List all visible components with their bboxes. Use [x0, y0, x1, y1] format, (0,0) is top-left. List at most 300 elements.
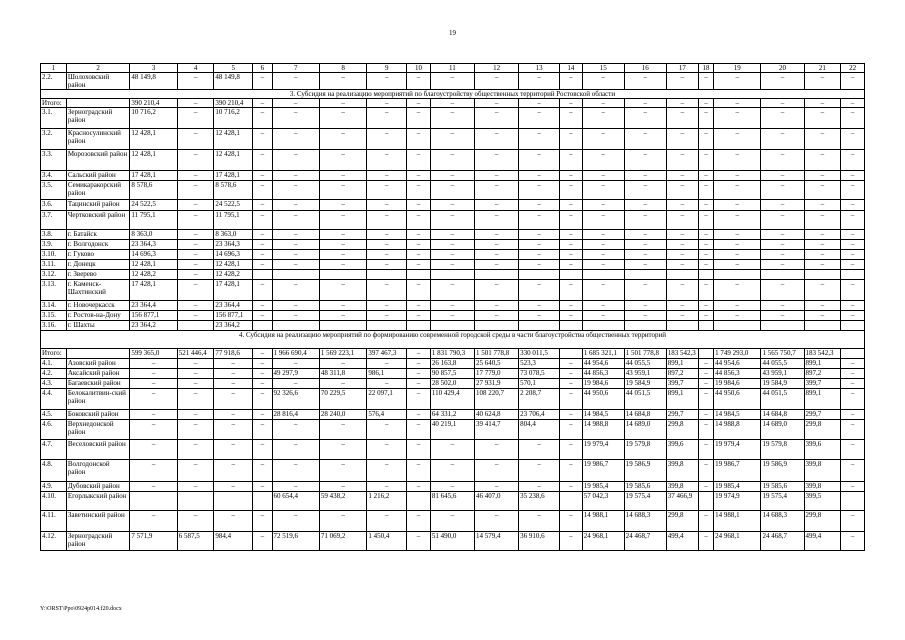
value-cell: – [367, 379, 407, 389]
value-cell: – [666, 260, 698, 270]
value-cell: – [666, 301, 698, 311]
value-cell: – [177, 181, 214, 200]
value-cell: 73 078,5 [519, 369, 560, 379]
value-cell: – [841, 181, 865, 200]
value-cell: 499,4 [804, 532, 841, 551]
value-cell: – [841, 108, 865, 129]
value-cell: – [475, 129, 519, 150]
value-cell: – [519, 260, 560, 270]
value-cell: – [804, 108, 841, 129]
value-cell: – [475, 280, 519, 301]
value-cell [699, 492, 714, 511]
value-cell: – [407, 108, 431, 129]
value-cell: – [699, 280, 714, 301]
row-number: 4.3. [41, 379, 67, 389]
value-cell: 156 877,1 [130, 311, 177, 321]
header-cell: 9 [367, 64, 407, 73]
value-cell: – [699, 240, 714, 250]
page-number: 19 [449, 29, 456, 37]
value-cell: 19 575,4 [761, 492, 804, 511]
value-cell: – [319, 250, 366, 260]
row-number: 4.4. [41, 389, 67, 410]
row-number: 3.1. [41, 108, 67, 129]
value-cell: 44 051,5 [624, 389, 666, 410]
value-cell: – [319, 482, 366, 492]
value-cell: – [841, 311, 865, 321]
value-cell: – [761, 129, 804, 150]
value-cell: 44 856,3 [714, 369, 761, 379]
value-cell: 51 490,0 [430, 532, 474, 551]
value-cell: 44 950,6 [582, 389, 624, 410]
value-cell: – [804, 129, 841, 150]
value-cell: – [130, 511, 177, 532]
value-cell: – [624, 108, 666, 129]
table-row [41, 349, 865, 359]
value-cell: 14 988,8 [714, 420, 761, 440]
value-cell: – [367, 99, 407, 108]
value-cell: 8 578,6 [130, 181, 177, 200]
municipality-name: Сальский район [66, 171, 130, 181]
municipality-name: Белокалитвин-ский район [66, 389, 130, 410]
value-cell: 19 585,6 [624, 482, 666, 492]
value-cell: – [582, 311, 624, 321]
value-cell: – [319, 460, 366, 482]
value-cell: – [272, 250, 319, 260]
row-number: 3.7. [41, 211, 67, 230]
value-cell: – [804, 200, 841, 211]
table-row [41, 99, 865, 108]
value-cell [841, 321, 865, 331]
value-cell: 23 364,3 [130, 240, 177, 250]
value-cell: – [699, 532, 714, 551]
header-cell: 10 [407, 64, 431, 73]
value-cell: – [319, 230, 366, 240]
value-cell: – [804, 171, 841, 181]
value-cell: – [841, 280, 865, 301]
value-cell: – [430, 440, 474, 460]
value-cell: 28 240,0 [319, 410, 366, 420]
value-cell: – [714, 301, 761, 311]
value-cell [761, 270, 804, 280]
value-cell: – [582, 171, 624, 181]
value-cell [253, 270, 272, 280]
value-cell: – [582, 240, 624, 250]
value-cell: – [714, 129, 761, 150]
value-cell: – [582, 280, 624, 301]
value-cell: – [272, 99, 319, 108]
table-row [41, 171, 865, 181]
value-cell: 299,7 [804, 410, 841, 420]
value-cell: – [177, 379, 214, 389]
value-cell: 899,1 [804, 359, 841, 369]
value-cell: – [699, 108, 714, 129]
value-cell: – [475, 108, 519, 129]
value-cell: 24 468,7 [624, 532, 666, 551]
value-cell: – [714, 311, 761, 321]
value-cell: – [475, 482, 519, 492]
value-cell: – [407, 301, 431, 311]
value-cell: 25 640,5 [475, 359, 519, 369]
value-cell: – [761, 240, 804, 250]
value-cell: 12 428,1 [214, 150, 253, 171]
value-cell: – [560, 280, 583, 301]
value-cell: – [841, 200, 865, 211]
value-cell: 23 364,3 [214, 240, 253, 250]
value-cell: – [519, 230, 560, 240]
header-cell: 3 [130, 64, 177, 73]
value-cell: 399,8 [804, 460, 841, 482]
municipality-name: Семикаракорский район [66, 181, 130, 200]
value-cell: – [319, 129, 366, 150]
value-cell: – [624, 250, 666, 260]
table-row [41, 200, 865, 211]
value-cell: – [253, 280, 272, 301]
value-cell: – [582, 200, 624, 211]
value-cell: – [714, 260, 761, 270]
value-cell: – [177, 301, 214, 311]
value-cell: 19 575,4 [624, 492, 666, 511]
value-cell: 28 502,0 [430, 379, 474, 389]
value-cell: – [407, 230, 431, 240]
value-cell: 399,8 [666, 482, 698, 492]
value-cell: – [841, 230, 865, 240]
value-cell: 399,6 [804, 440, 841, 460]
section-heading-row [41, 331, 865, 349]
value-cell: – [475, 181, 519, 200]
value-cell: 17 428,1 [130, 171, 177, 181]
value-cell: 22 097,1 [367, 389, 407, 410]
value-cell: – [519, 181, 560, 200]
value-cell: – [475, 260, 519, 270]
value-cell: – [319, 359, 366, 369]
row-number: 3.3. [41, 150, 67, 171]
value-cell: – [430, 301, 474, 311]
value-cell: – [761, 200, 804, 211]
value-cell [475, 270, 519, 280]
value-cell: – [699, 410, 714, 420]
value-cell: 19 979,4 [582, 440, 624, 460]
table-row [41, 260, 865, 270]
value-cell: – [624, 260, 666, 270]
value-cell: – [367, 460, 407, 482]
value-cell: – [272, 73, 319, 90]
value-cell: – [804, 311, 841, 321]
value-cell [272, 321, 319, 331]
municipality-name [66, 349, 130, 359]
value-cell: – [272, 379, 319, 389]
value-cell: 183 542,3 [666, 349, 698, 359]
value-cell: – [130, 440, 177, 460]
value-cell: – [407, 359, 431, 369]
row-number: 4.5. [41, 410, 67, 420]
value-cell: – [214, 460, 253, 482]
value-cell: – [407, 460, 431, 482]
row-number: 3.2. [41, 129, 67, 150]
municipality-name: г. Гуково [66, 250, 130, 260]
value-cell [804, 321, 841, 331]
value-cell: 24 968,1 [582, 532, 624, 551]
value-cell: – [367, 280, 407, 301]
header-cell: 6 [253, 64, 272, 73]
value-cell: – [804, 280, 841, 301]
value-cell: – [714, 171, 761, 181]
value-cell: 399,6 [666, 440, 698, 460]
header-cell: 14 [560, 64, 583, 73]
header-cell: 12 [475, 64, 519, 73]
value-cell [666, 270, 698, 280]
value-cell: 12 428,1 [214, 260, 253, 270]
value-cell: 19 984,6 [714, 379, 761, 389]
row-number: 3.13. [41, 280, 67, 301]
value-cell: 40 624,8 [475, 410, 519, 420]
value-cell [560, 349, 583, 359]
table-row [41, 379, 865, 389]
value-cell: – [367, 171, 407, 181]
value-cell: – [560, 108, 583, 129]
header-cell: 22 [841, 64, 865, 73]
header-cell: 19 [714, 64, 761, 73]
value-cell: – [560, 240, 583, 250]
value-cell: – [519, 129, 560, 150]
value-cell: – [761, 211, 804, 230]
value-cell: – [560, 211, 583, 230]
value-cell: – [624, 240, 666, 250]
value-cell: – [253, 250, 272, 260]
value-cell: 12 428,1 [130, 150, 177, 171]
value-cell: – [253, 240, 272, 250]
value-cell [130, 492, 177, 511]
value-cell [177, 492, 214, 511]
value-cell: – [761, 250, 804, 260]
value-cell: – [177, 250, 214, 260]
value-cell: – [624, 99, 666, 108]
value-cell: – [624, 181, 666, 200]
header-cell: 1 [41, 64, 67, 73]
value-cell: – [130, 359, 177, 369]
table-row [41, 369, 865, 379]
value-cell: – [624, 73, 666, 90]
value-cell: – [253, 260, 272, 270]
value-cell: – [761, 150, 804, 171]
value-cell: 14 688,3 [761, 511, 804, 532]
value-cell [519, 270, 560, 280]
value-cell: – [430, 150, 474, 171]
value-cell: – [699, 181, 714, 200]
value-cell: 43 959,1 [624, 369, 666, 379]
value-cell: – [214, 359, 253, 369]
value-cell: – [841, 240, 865, 250]
value-cell: – [714, 200, 761, 211]
header-cell: 15 [582, 64, 624, 73]
value-cell: – [582, 230, 624, 240]
value-cell: – [319, 379, 366, 389]
value-cell: – [253, 532, 272, 551]
value-cell: 19 974,9 [714, 492, 761, 511]
value-cell: 40 219,1 [430, 420, 474, 440]
value-cell: – [560, 250, 583, 260]
value-cell: – [560, 410, 583, 420]
value-cell: 23 364,2 [214, 321, 253, 331]
value-cell: 156 877,1 [214, 311, 253, 321]
value-cell: – [407, 99, 431, 108]
value-cell: – [367, 200, 407, 211]
value-cell: – [666, 129, 698, 150]
value-cell: – [519, 171, 560, 181]
row-number: 4.11. [41, 511, 67, 532]
value-cell: 60 654,4 [272, 492, 319, 511]
value-cell: – [475, 150, 519, 171]
value-cell: 390 210,4 [214, 99, 253, 108]
value-cell: 12 428,1 [130, 260, 177, 270]
municipality-name: Веселовский район [66, 440, 130, 460]
value-cell: 1 216,2 [367, 492, 407, 511]
subsidy-table [40, 63, 865, 551]
value-cell: – [666, 311, 698, 321]
value-cell [560, 270, 583, 280]
value-cell: – [475, 211, 519, 230]
value-cell: – [560, 482, 583, 492]
value-cell: – [699, 420, 714, 440]
value-cell: – [407, 250, 431, 260]
value-cell: 36 910,6 [519, 532, 560, 551]
value-cell: 399,8 [666, 460, 698, 482]
value-cell: – [841, 359, 865, 369]
value-cell: – [560, 301, 583, 311]
value-cell: 23 364,4 [130, 301, 177, 311]
value-cell: 19 985,4 [714, 482, 761, 492]
value-cell: – [214, 410, 253, 420]
value-cell: – [367, 482, 407, 492]
value-cell: – [407, 379, 431, 389]
value-cell: – [177, 460, 214, 482]
value-cell: 1 450,4 [367, 532, 407, 551]
value-cell: 48 149,8 [214, 73, 253, 90]
value-cell: 12 428,2 [130, 270, 177, 280]
value-cell: – [177, 270, 214, 280]
value-cell: 35 238,6 [519, 492, 560, 511]
value-cell: 14 684,8 [761, 410, 804, 420]
value-cell: – [367, 260, 407, 270]
value-cell: – [699, 301, 714, 311]
value-cell: – [253, 230, 272, 240]
value-cell: – [272, 150, 319, 171]
value-cell: – [560, 311, 583, 321]
value-cell: 23 364,2 [130, 321, 177, 331]
value-cell: – [519, 482, 560, 492]
value-cell [714, 270, 761, 280]
value-cell: 46 407,0 [475, 492, 519, 511]
value-cell: 27 931,9 [475, 379, 519, 389]
value-cell: – [699, 230, 714, 240]
value-cell: – [804, 73, 841, 90]
row-number: 3.11. [41, 260, 67, 270]
municipality-name: Шолоховский район [66, 73, 130, 90]
value-cell: 14 696,3 [214, 250, 253, 260]
value-cell: – [582, 211, 624, 230]
municipality-name: г. Батайск [66, 230, 130, 240]
value-cell: – [272, 359, 319, 369]
value-cell: – [253, 349, 272, 359]
table-row [41, 250, 865, 260]
value-cell [714, 321, 761, 331]
value-cell: – [272, 108, 319, 129]
value-cell [253, 492, 272, 511]
header-cell: 20 [761, 64, 804, 73]
section-heading: 3. Субсидия на реализацию мероприятий по благоустройству общественных территорий Ростовской области [41, 90, 865, 99]
value-cell: – [560, 420, 583, 440]
municipality-name: Заветинский район [66, 511, 130, 532]
value-cell: 24 968,1 [714, 532, 761, 551]
value-cell: 1 749 293,0 [714, 349, 761, 359]
value-cell: – [841, 250, 865, 260]
table-row [41, 440, 865, 460]
value-cell [666, 321, 698, 331]
value-cell: – [761, 260, 804, 270]
value-cell: – [560, 511, 583, 532]
municipality-name: г. Донецк [66, 260, 130, 270]
value-cell: – [272, 280, 319, 301]
table-row [41, 211, 865, 230]
value-cell: 390 210,4 [130, 99, 177, 108]
municipality-name: г. Каменск-Шахтинский [66, 280, 130, 301]
row-number: 4.7. [41, 440, 67, 460]
value-cell: – [407, 410, 431, 420]
value-cell: – [177, 482, 214, 492]
value-cell: – [253, 181, 272, 200]
table-row [41, 270, 865, 280]
value-cell: – [407, 211, 431, 230]
value-cell: 523,3 [519, 359, 560, 369]
value-cell: – [319, 440, 366, 460]
value-cell: – [475, 240, 519, 250]
value-cell: 1 685 321,1 [582, 349, 624, 359]
value-cell: – [699, 440, 714, 460]
row-number: 2.2. [41, 73, 67, 90]
value-cell: 399,7 [666, 379, 698, 389]
value-cell: – [214, 369, 253, 379]
value-cell: – [841, 129, 865, 150]
value-cell: – [699, 129, 714, 150]
value-cell: 59 438,2 [319, 492, 366, 511]
value-cell: – [582, 108, 624, 129]
value-cell: 19 579,8 [624, 440, 666, 460]
value-cell: 14 689,0 [624, 420, 666, 440]
row-number: 4.1. [41, 359, 67, 369]
value-cell: – [319, 181, 366, 200]
value-cell: – [253, 211, 272, 230]
value-cell: – [319, 150, 366, 171]
row-number: 3.6. [41, 200, 67, 211]
value-cell: 897,2 [666, 369, 698, 379]
value-cell: 26 163,8 [430, 359, 474, 369]
value-cell: – [407, 181, 431, 200]
value-cell: 399,7 [804, 379, 841, 389]
value-cell: 899,1 [666, 359, 698, 369]
value-cell: 64 331,2 [430, 410, 474, 420]
value-cell: 1 966 690,4 [272, 349, 319, 359]
value-cell: 81 645,6 [430, 492, 474, 511]
value-cell: 12 428,1 [214, 129, 253, 150]
value-cell: – [699, 150, 714, 171]
value-cell: 299,8 [804, 511, 841, 532]
value-cell [841, 349, 865, 359]
value-cell: – [319, 260, 366, 270]
value-cell: – [253, 99, 272, 108]
value-cell: 19 586,9 [624, 460, 666, 482]
value-cell: – [699, 379, 714, 389]
value-cell: 7 571,9 [130, 532, 177, 551]
value-cell: – [367, 301, 407, 311]
